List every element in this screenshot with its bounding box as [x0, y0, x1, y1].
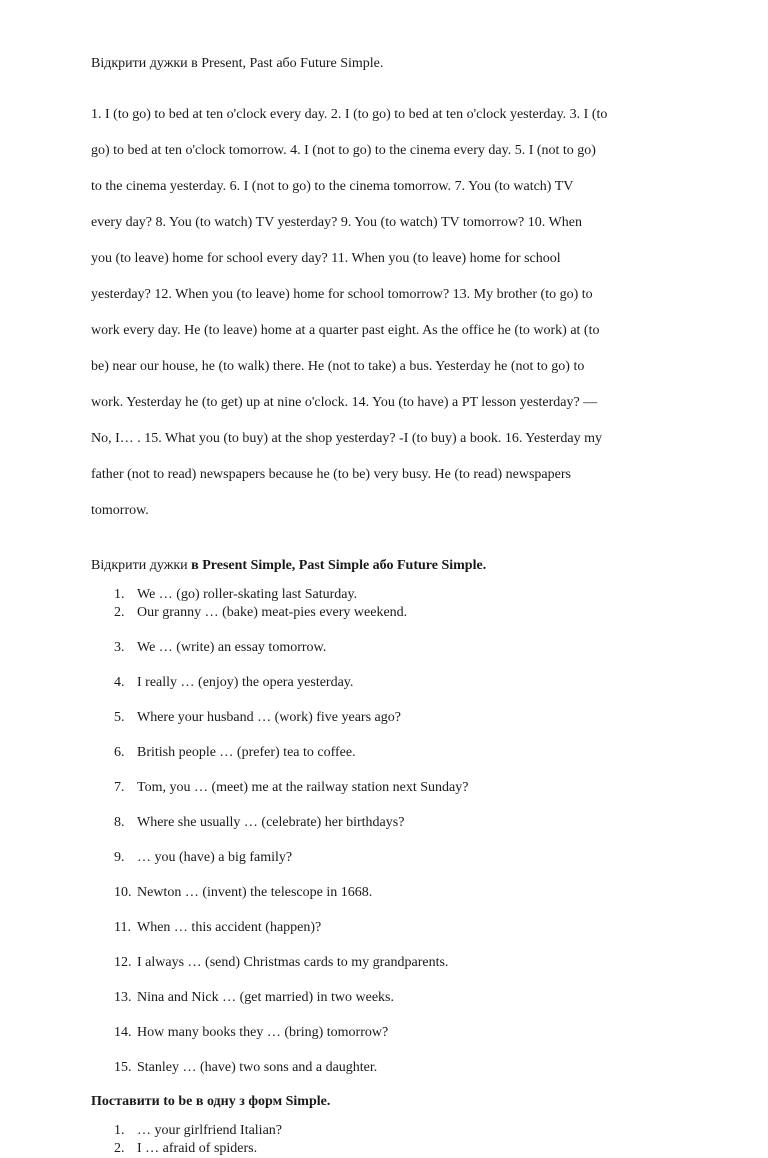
list-item — [91, 1122, 708, 1140]
list-item-text: I always … (send) Christmas cards to my grandparents. — [137, 955, 449, 970]
list-item-text: Tom, you … (meet) me at the railway station next Sunday? — [137, 780, 469, 795]
list-item-number: 7. — [114, 780, 125, 795]
exercise-line: work every day. He (to leave) home at a quarter past eight. As the office he (to work) at (to — [91, 323, 600, 338]
exercise-line: be) near our house, he (to walk) there. He (not to take) a bus. Yesterday he (not to go) to — [91, 359, 585, 374]
list-item-number: 13. — [114, 990, 132, 1005]
section1-heading: Відкрити дужки в Present, Past або Future Simple. — [91, 56, 384, 71]
list-item — [91, 604, 708, 622]
list-item — [91, 639, 708, 657]
list-item-number: 1. — [114, 1123, 125, 1138]
exercise-line: 1. I (to go) to bed at ten o'clock every day. 2. I (to go) to bed at ten o'clock yesterday. 3. I (to — [91, 107, 608, 122]
section3-list — [91, 1122, 708, 1158]
list-item-number: 12. — [114, 955, 132, 970]
exercise-line: go) to bed at ten o'clock tomorrow. 4. I (not to go) to the cinema every day. 5. I (not to go) — [91, 143, 596, 158]
list-item-number: 8. — [114, 815, 125, 830]
section2-heading-plain: Відкрити дужки — [91, 558, 192, 573]
section2-heading — [91, 558, 708, 574]
list-item-text: When … this accident (happen)? — [137, 920, 322, 935]
list-item-number: 4. — [114, 675, 125, 690]
list-item-text: … your girlfriend Italian? — [137, 1123, 283, 1138]
list-item-number: 2. — [114, 605, 125, 620]
exercise-line: work. Yesterday he (to get) up at nine o'clock. 14. You (to have) a PT lesson yesterday? — — [91, 395, 598, 410]
list-item — [91, 1140, 708, 1158]
list-item-text: Newton … (invent) the telescope in 1668. — [137, 885, 373, 900]
exercise-line: to the cinema yesterday. 6. I (not to go) to the cinema tomorrow. 7. You (to watch) TV — [91, 179, 574, 194]
exercise-line: every day? 8. You (to watch) TV yesterday? 9. You (to watch) TV tomorrow? 10. When — [91, 215, 582, 230]
list-item-text: Where your husband … (work) five years ago? — [137, 710, 401, 725]
list-item-text: Nina and Nick … (get married) in two weeks. — [137, 990, 394, 1005]
list-item-number: 6. — [114, 745, 125, 760]
list-item-text: We … (go) roller-skating last Saturday. — [137, 587, 358, 602]
list-item — [91, 586, 708, 604]
list-item-text: Where she usually … (celebrate) her birthdays? — [137, 815, 405, 830]
section2-list — [91, 586, 708, 1077]
list-item — [91, 674, 708, 692]
list-item-text: Our granny … (bake) meat-pies every weekend. — [137, 605, 408, 620]
list-item — [91, 779, 708, 797]
list-item-text: … you (have) a big family? — [137, 850, 293, 865]
list-item — [91, 849, 708, 867]
section3-heading-text: Поставити to be в одну з форм Simple. — [91, 1094, 331, 1109]
list-item-number: 5. — [114, 710, 125, 725]
list-item — [91, 814, 708, 832]
list-item-text: I really … (enjoy) the opera yesterday. — [137, 675, 354, 690]
list-item-number: 10. — [114, 885, 132, 900]
list-item — [91, 744, 708, 762]
exercise-line: you (to leave) home for school every day? 11. When you (to leave) home for school — [91, 251, 561, 266]
list-item — [91, 1024, 708, 1042]
exercise-line: tomorrow. — [91, 503, 149, 518]
list-item-text: How many books they … (bring) tomorrow? — [137, 1025, 389, 1040]
section3-heading — [91, 1094, 708, 1110]
list-item — [91, 989, 708, 1007]
list-item-number: 15. — [114, 1060, 132, 1075]
list-item — [91, 884, 708, 902]
list-item-number: 14. — [114, 1025, 132, 1040]
list-item-number: 9. — [114, 850, 125, 865]
list-item — [91, 709, 708, 727]
section2-heading-bold: в Present Simple, Past Simple або Future Simple. — [191, 558, 487, 573]
section1-exercise-text — [91, 88, 708, 538]
list-item-text: I … afraid of spiders. — [137, 1141, 258, 1156]
list-item — [91, 919, 708, 937]
list-item — [91, 954, 708, 972]
exercise-line: yesterday? 12. When you (to leave) home for school tomorrow? 13. My brother (to go) to — [91, 287, 593, 302]
exercise-line: father (not to read) newspapers because he (to be) very busy. He (to read) newspapers — [91, 467, 571, 482]
list-item-number: 2. — [114, 1141, 125, 1156]
list-item-number: 11. — [114, 920, 131, 935]
list-item-text: Stanley … (have) two sons and a daughter. — [137, 1060, 378, 1075]
list-item — [91, 1059, 708, 1077]
list-item-number: 3. — [114, 640, 125, 655]
list-item-number: 1. — [114, 587, 125, 602]
list-item-text: British people … (prefer) tea to coffee. — [137, 745, 356, 760]
list-item-text: We … (write) an essay tomorrow. — [137, 640, 327, 655]
exercise-line: No, I… . 15. What you (to buy) at the shop yesterday? -I (to buy) a book. 16. Yesterday my — [91, 431, 603, 446]
